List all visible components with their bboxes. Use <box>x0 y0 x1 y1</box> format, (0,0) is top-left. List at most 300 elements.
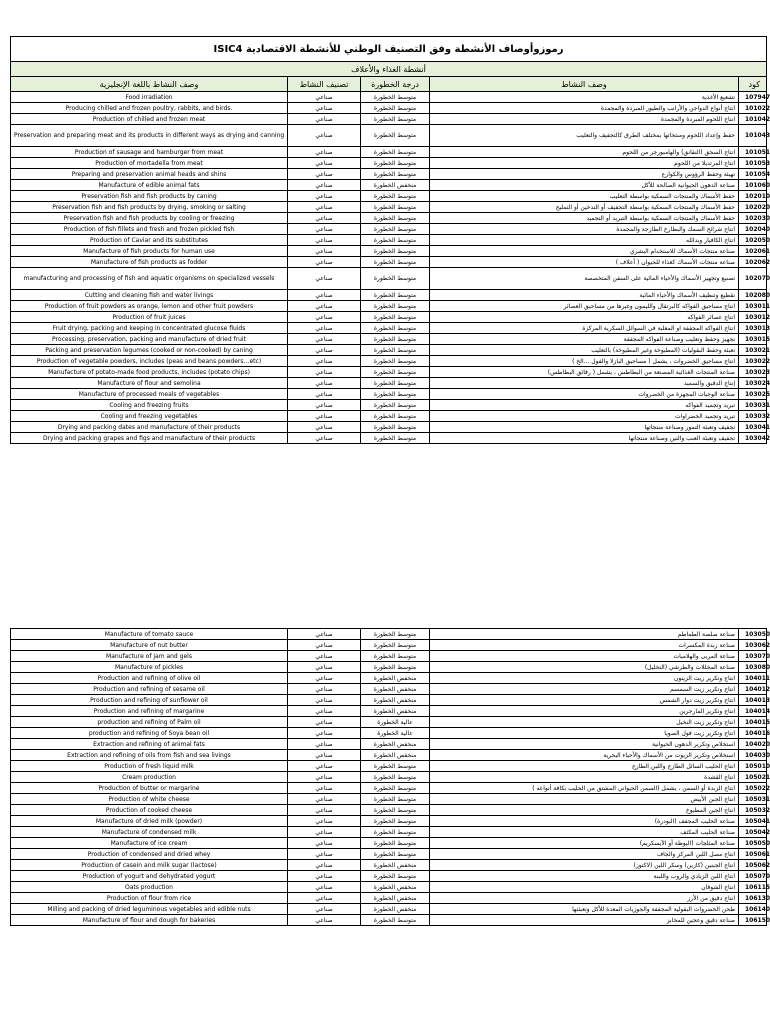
activity-code: 102050 <box>739 235 767 246</box>
activity-code: 106130 <box>739 893 767 904</box>
english-description: Production of fresh liquid milk <box>11 761 288 772</box>
risk-level: منخفض الخطورة <box>361 695 430 706</box>
english-description: Production and refining of sesame oil <box>11 684 288 695</box>
english-description: Cream production <box>11 772 288 783</box>
risk-level: منخفض الخطورة <box>361 860 430 871</box>
risk-level: متوسط الخطورة <box>361 662 430 673</box>
activity-code: 103062 <box>739 640 767 651</box>
activity-type: صناعي <box>288 433 361 444</box>
english-description: Production of cooked cheese <box>11 805 288 816</box>
table-row <box>11 717 767 728</box>
activity-type: صناعي <box>288 114 361 125</box>
arabic-description: صناعة الدهون الحيوانية الصالحة للأكل <box>430 180 739 191</box>
english-description: Production of sausage and hamburger from meat <box>11 147 288 158</box>
table-row <box>11 816 767 827</box>
arabic-description: انتاج الفواكه المجففة او المعلبة في السوائل السكرية المركزة <box>430 323 739 334</box>
english-description: Manufacture of tomato sauce <box>11 629 288 640</box>
activity-type: صناعي <box>288 268 361 290</box>
activity-code: 103025 <box>739 389 767 400</box>
arabic-description: طحن الخضروات البقولية المجففة والجوزيات المعدة للأكل وتعبئتها <box>430 904 739 915</box>
activity-code: 103032 <box>739 411 767 422</box>
arabic-description: صناعة الحليب المجفف (البودرة) <box>430 816 739 827</box>
table-row <box>11 673 767 684</box>
table-row <box>11 213 767 224</box>
english-description: Cooling and freezing vegetables <box>11 411 288 422</box>
risk-level: متوسط الخطورة <box>361 651 430 662</box>
activity-type: صناعي <box>288 147 361 158</box>
activity-code: 103050 <box>739 629 767 640</box>
arabic-description: تبريد وتجميد الفواكه <box>430 400 739 411</box>
risk-level: متوسط الخطورة <box>361 158 430 169</box>
risk-level: متوسط الخطورة <box>361 125 430 147</box>
table-row <box>11 838 767 849</box>
english-description: Manufacture of fish products for human use <box>11 246 288 257</box>
arabic-description: انتاج مساحيق الخضروات ، يشمل ( مساحيق البازلا والفول ...الخ ) <box>430 356 739 367</box>
risk-level: متوسط الخطورة <box>361 92 430 103</box>
activity-type: صناعي <box>288 378 361 389</box>
activity-type: صناعي <box>288 860 361 871</box>
risk-level: منخفض الخطورة <box>361 739 430 750</box>
english-description: Milling and packing of dried leguminous vegetables and edible nuts <box>11 904 288 915</box>
arabic-description: حفظ الأسماك والمنتجات السمكية بواسطة التبريد أو التجميد <box>430 213 739 224</box>
arabic-description: انتاج وتكرير زيت السمسم <box>430 684 739 695</box>
arabic-description: انتاج المرتديلا من اللحوم <box>430 158 739 169</box>
english-description: Production of butter or margarine <box>11 783 288 794</box>
english-description: Production and refining of margarine <box>11 706 288 717</box>
page-title: رموزوأوصاف الأنشطة وفق التصنيف الوطني للأنشطة الاقتصادية ISIC4 <box>11 37 767 62</box>
english-description: Cooling and freezing fruits <box>11 400 288 411</box>
activity-type: صناعي <box>288 838 361 849</box>
risk-level: عالية الخطورة <box>361 728 430 739</box>
risk-level: متوسط الخطورة <box>361 827 430 838</box>
risk-level: متوسط الخطورة <box>361 422 430 433</box>
table-row <box>11 191 767 202</box>
arabic-description: انتاج السجق (النقانق) والهامبورجر من اللحوم <box>430 147 739 158</box>
activity-code: 103031 <box>739 400 767 411</box>
activity-type: صناعي <box>288 629 361 640</box>
arabic-description: انتاج الجبن المطبوخ <box>430 805 739 816</box>
table-row <box>11 224 767 235</box>
english-description: Manufacture of dried milk (powder) <box>11 816 288 827</box>
activity-code: 103041 <box>739 422 767 433</box>
activity-type: صناعي <box>288 345 361 356</box>
table-row <box>11 147 767 158</box>
table-row <box>11 235 767 246</box>
english-description: Drying and packing grapes and figs and manufacture of their products <box>11 433 288 444</box>
arabic-description: انتاج مصل اللبن المركز والجاف <box>430 849 739 860</box>
activity-type: صناعي <box>288 191 361 202</box>
arabic-description: انتاج الزبدة أو السمن ، يشمل (السمن الحيواني المشتق من الحليب بكافة أنواعه ) <box>430 783 739 794</box>
table-row <box>11 180 767 191</box>
risk-level: متوسط الخطورة <box>361 378 430 389</box>
activity-code: 102061 <box>739 246 767 257</box>
activity-type: صناعي <box>288 772 361 783</box>
english-description: Production of Caviar and its substitutes <box>11 235 288 246</box>
english-description: Preservation fish and fish products by caning <box>11 191 288 202</box>
activity-type: صناعي <box>288 794 361 805</box>
english-description: Manufacture of edible animal fats <box>11 180 288 191</box>
english-description: production and refining of Palm oil <box>11 717 288 728</box>
risk-level: متوسط الخطورة <box>361 257 430 268</box>
english-description: Production of chilled and frozen meat <box>11 114 288 125</box>
activity-code: 103080 <box>739 662 767 673</box>
arabic-description: انتاج وتكرير زيت النخيل <box>430 717 739 728</box>
activity-type: صناعي <box>288 312 361 323</box>
arabic-description: صناعة دقيق وعجين للمخابز <box>430 915 739 926</box>
activity-code: 105010 <box>739 761 767 772</box>
activity-type: صناعي <box>288 257 361 268</box>
english-description: Food irradiation <box>11 92 288 103</box>
english-description: Production of vegetable powders, includes (peas and beans powders…etc) <box>11 356 288 367</box>
activity-code: 105021 <box>739 772 767 783</box>
activity-code: 101022 <box>739 103 767 114</box>
risk-level: متوسط الخطورة <box>361 794 430 805</box>
table-row <box>11 772 767 783</box>
english-description: Oats production <box>11 882 288 893</box>
english-description: Production of fish fillets and fresh and frozen pickled fish <box>11 224 288 235</box>
header-activity-type: تصنيف النشاط <box>288 77 361 92</box>
english-description: Manufacture of flour and semolina <box>11 378 288 389</box>
activity-type: صناعي <box>288 805 361 816</box>
activity-code: 106115 <box>739 882 767 893</box>
arabic-description: انتاج اللبن الزبادي والروب واللبنة <box>430 871 739 882</box>
risk-level: متوسط الخطورة <box>361 323 430 334</box>
table-row <box>11 433 767 444</box>
activity-type: صناعي <box>288 882 361 893</box>
english-description: Processing, preservation, packing and manufacture of dried fruit <box>11 334 288 345</box>
arabic-description: انتاج شرائح السمك والبطارخ الطازجة والمجمدة <box>430 224 739 235</box>
activity-code: 103070 <box>739 651 767 662</box>
english-description: Manufacture of flour and dough for bakeries <box>11 915 288 926</box>
table-row <box>11 367 767 378</box>
activity-type: صناعي <box>288 323 361 334</box>
table-row <box>11 860 767 871</box>
english-description: Production of fruit powders as orange, lemon and other fruit powders <box>11 301 288 312</box>
arabic-description: تبريد وتجميد الخضراوات <box>430 411 739 422</box>
activity-type: صناعي <box>288 750 361 761</box>
activity-code: 106140 <box>739 904 767 915</box>
activity-type: صناعي <box>288 92 361 103</box>
activity-code: 103023 <box>739 367 767 378</box>
risk-level: متوسط الخطورة <box>361 301 430 312</box>
risk-level: متوسط الخطورة <box>361 290 430 301</box>
activity-code: 104015 <box>739 717 767 728</box>
arabic-description: انتاج وتكرير زيت فول الصويا <box>430 728 739 739</box>
arabic-description: صناعة صلصة الطماطم <box>430 629 739 640</box>
arabic-description: انتاج وتكرير زيت دوار الشمس <box>430 695 739 706</box>
activity-type: صناعي <box>288 640 361 651</box>
arabic-description: انتاج الحليب السائل الطازج واللبن الطازج <box>430 761 739 772</box>
activity-type: صناعي <box>288 169 361 180</box>
activity-code: 103021 <box>739 345 767 356</box>
activities-table-top <box>10 36 770 444</box>
activity-type: صناعي <box>288 717 361 728</box>
arabic-description: صناعة الحليب المكثف <box>430 827 739 838</box>
activity-code: 103024 <box>739 378 767 389</box>
activity-code: 105022 <box>739 783 767 794</box>
english-description: Extraction and refining of animal fats <box>11 739 288 750</box>
activity-code: 104030 <box>739 750 767 761</box>
activity-code: 105041 <box>739 816 767 827</box>
risk-level: متوسط الخطورة <box>361 103 430 114</box>
risk-level: متوسط الخطورة <box>361 761 430 772</box>
arabic-description: تهيئة وحفظ الرؤوس والكوارع <box>430 169 739 180</box>
english-description: Preservation fish and fish products by drying, smoking or salting <box>11 202 288 213</box>
table-row <box>11 739 767 750</box>
activity-type: صناعي <box>288 695 361 706</box>
english-description: Production and refining of olive oil <box>11 673 288 684</box>
table-row <box>11 915 767 926</box>
english-description: manufacturing and processing of fish and aquatic organisms on specialized vessels <box>11 268 288 290</box>
table-row <box>11 268 767 290</box>
english-description: Production of condensed and dried whey <box>11 849 288 860</box>
risk-level: منخفض الخطورة <box>361 882 430 893</box>
arabic-description: انتاج مساحيق الفواكه كالبرتقال والليمون وغيرها من مساحيق العصائر <box>430 301 739 312</box>
table-row <box>11 400 767 411</box>
arabic-description: تجفيف وتعبئة التمور وصناعة منتجاتها <box>430 422 739 433</box>
activity-type: صناعي <box>288 816 361 827</box>
activity-type: صناعي <box>288 367 361 378</box>
table-row <box>11 323 767 334</box>
table-row <box>11 114 767 125</box>
risk-level: منخفض الخطورة <box>361 904 430 915</box>
table-row <box>11 794 767 805</box>
risk-level: متوسط الخطورة <box>361 367 430 378</box>
risk-level: منخفض الخطورة <box>361 180 430 191</box>
arabic-description: تشعيع الأغذية <box>430 92 739 103</box>
arabic-description: انتاج الجبن الأبيض <box>430 794 739 805</box>
activity-code: 104020 <box>739 739 767 750</box>
table-row <box>11 422 767 433</box>
activity-code: 102030 <box>739 213 767 224</box>
table-row <box>11 103 767 114</box>
risk-level: متوسط الخطورة <box>361 169 430 180</box>
activity-type: صناعي <box>288 673 361 684</box>
english-description: Manufacture of nut butter <box>11 640 288 651</box>
risk-level: متوسط الخطورة <box>361 356 430 367</box>
activities-table-bottom <box>10 628 770 926</box>
table-row <box>11 125 767 147</box>
activity-code: 103022 <box>739 356 767 367</box>
risk-level: متوسط الخطورة <box>361 345 430 356</box>
table-row <box>11 849 767 860</box>
english-description: Producing chilled and frozen poultry, rabbits, and birds. <box>11 103 288 114</box>
english-description: Manufacture of condensed milk <box>11 827 288 838</box>
table-row <box>11 662 767 673</box>
activity-code: 101054 <box>739 169 767 180</box>
activity-type: صناعي <box>288 651 361 662</box>
english-description: Packing and preservation legumes (cooked or non-cooked) by caning <box>11 345 288 356</box>
activity-code: 102080 <box>739 290 767 301</box>
activity-code: 102010 <box>739 191 767 202</box>
activity-type: صناعي <box>288 783 361 794</box>
table-row <box>11 640 767 651</box>
activity-type: صناعي <box>288 761 361 772</box>
activity-code: 103011 <box>739 301 767 312</box>
english-description: Fruit drying, packing and keeping in concentrated glucose fluids <box>11 323 288 334</box>
table-row <box>11 805 767 816</box>
english-description: Production of casein and milk sugar (lactose) <box>11 860 288 871</box>
activity-code: 105061 <box>739 849 767 860</box>
table-header <box>11 77 767 92</box>
activity-type: صناعي <box>288 411 361 422</box>
activity-code: 103013 <box>739 323 767 334</box>
risk-level: متوسط الخطورة <box>361 389 430 400</box>
table-row <box>11 334 767 345</box>
risk-level: متوسط الخطورة <box>361 871 430 882</box>
risk-level: متوسط الخطورة <box>361 816 430 827</box>
activity-type: صناعي <box>288 290 361 301</box>
risk-level: عالية الخطورة <box>361 717 430 728</box>
activity-type: صناعي <box>288 224 361 235</box>
risk-level: متوسط الخطورة <box>361 915 430 926</box>
risk-level: متوسط الخطورة <box>361 246 430 257</box>
activity-code: 103012 <box>739 312 767 323</box>
activity-code: 105070 <box>739 871 767 882</box>
table-row <box>11 411 767 422</box>
activity-type: صناعي <box>288 728 361 739</box>
table-row <box>11 871 767 882</box>
risk-level: متوسط الخطورة <box>361 334 430 345</box>
table-row <box>11 728 767 739</box>
arabic-description: انتاج الجبنين (كازين) وسكر اللبن (لاكتوز) <box>430 860 739 871</box>
table-row <box>11 882 767 893</box>
table-row <box>11 389 767 400</box>
risk-level: متوسط الخطورة <box>361 411 430 422</box>
risk-level: متوسط الخطورة <box>361 400 430 411</box>
english-description: Manufacture of potato-made food products, includes (potato chips) <box>11 367 288 378</box>
risk-level: متوسط الخطورة <box>361 783 430 794</box>
activity-type: صناعي <box>288 871 361 882</box>
header-risk-level: درجة الخطورة <box>361 77 430 92</box>
table-row <box>11 783 767 794</box>
arabic-description: انتاج دقيق من الأرز <box>430 893 739 904</box>
activity-code: 104016 <box>739 728 767 739</box>
activity-code: 107947 <box>739 92 767 103</box>
activity-code: 105032 <box>739 805 767 816</box>
english-description: Production of white cheese <box>11 794 288 805</box>
table-row <box>11 827 767 838</box>
risk-level: متوسط الخطورة <box>361 147 430 158</box>
arabic-description: صناعة المخللات والطرشي (التخليل) <box>430 662 739 673</box>
table-row <box>11 290 767 301</box>
activity-code: 105050 <box>739 838 767 849</box>
table-row <box>11 695 767 706</box>
table-row <box>11 169 767 180</box>
activity-code: 101043 <box>739 125 767 147</box>
risk-level: منخفض الخطورة <box>361 673 430 684</box>
arabic-description: تصنيع وتجهيز الأسماك والأحياء المائية على السفن المتخصصة <box>430 268 739 290</box>
risk-level: متوسط الخطورة <box>361 202 430 213</box>
activity-type: صناعي <box>288 356 361 367</box>
activity-code: 102020 <box>739 202 767 213</box>
activity-type: صناعي <box>288 739 361 750</box>
header-arabic-description: وصف النشاط <box>430 77 739 92</box>
risk-level: متوسط الخطورة <box>361 213 430 224</box>
arabic-description: تعبئة وحفظ البقوليات (المطبوخة وغير المطبوخة) بالتعليب <box>430 345 739 356</box>
arabic-description: صناعة الوجبات المجهزة من الخضروات <box>430 389 739 400</box>
risk-level: متوسط الخطورة <box>361 114 430 125</box>
activity-type: صناعي <box>288 180 361 191</box>
arabic-description: صناعة منتجات الأسماك للاستخدام البشري <box>430 246 739 257</box>
arabic-description: استخلاص وتكرير الدهون الحيوانية <box>430 739 739 750</box>
table-row <box>11 92 767 103</box>
arabic-description: انتاج الشوفان <box>430 882 739 893</box>
arabic-description: انتاج عصائر الفواكه <box>430 312 739 323</box>
activity-type: صناعي <box>288 662 361 673</box>
english-description: Preservation fish and fish products by cooling or freezing <box>11 213 288 224</box>
risk-level: متوسط الخطورة <box>361 312 430 323</box>
risk-level: منخفض الخطورة <box>361 706 430 717</box>
activity-type: صناعي <box>288 202 361 213</box>
table-row <box>11 202 767 213</box>
activity-code: 104011 <box>739 673 767 684</box>
arabic-description: تقطيع وتنظيف الأسماك والأحياء المائية <box>430 290 739 301</box>
arabic-description: انتاج وتكرير زيت الزيتون <box>430 673 739 684</box>
activity-type: صناعي <box>288 103 361 114</box>
english-description: Drying and packing dates and manufacture of their products <box>11 422 288 433</box>
table-row <box>11 301 767 312</box>
activity-type: صناعي <box>288 301 361 312</box>
activity-type: صناعي <box>288 915 361 926</box>
header-english-description: وصف النشاط باللغة الإنجليزية <box>11 77 288 92</box>
english-description: Production of flour from rice <box>11 893 288 904</box>
activity-type: صناعي <box>288 235 361 246</box>
activity-code: 105042 <box>739 827 767 838</box>
activity-type: صناعي <box>288 125 361 147</box>
activity-type: صناعي <box>288 400 361 411</box>
activity-code: 106150 <box>739 915 767 926</box>
english-description: Manufacture of processed meals of vegetables <box>11 389 288 400</box>
risk-level: متوسط الخطورة <box>361 224 430 235</box>
english-description: Manufacture of ice cream <box>11 838 288 849</box>
activity-code: 101053 <box>739 158 767 169</box>
arabic-description: حفظ الأسماك والمنتجات السمكية بواسطة التعليب <box>430 191 739 202</box>
activity-code: 103015 <box>739 334 767 345</box>
arabic-description: انتاج أنواع الدواجن والأرانب والطيور المبردة والمجمدة <box>430 103 739 114</box>
activity-code: 102062 <box>739 257 767 268</box>
arabic-description: انتاج الكافيار وبدائله <box>430 235 739 246</box>
risk-level: متوسط الخطورة <box>361 805 430 816</box>
english-description: production and refining of Soya bean oil <box>11 728 288 739</box>
risk-level: متوسط الخطورة <box>361 849 430 860</box>
activity-type: صناعي <box>288 893 361 904</box>
table-row <box>11 378 767 389</box>
arabic-description: صناعة المثلجات (البوظة أو الآيسكريم) <box>430 838 739 849</box>
activity-type: صناعي <box>288 706 361 717</box>
arabic-description: انتاج اللحوم المبردة والمجمدة <box>430 114 739 125</box>
activity-code: 102040 <box>739 224 767 235</box>
activity-code: 105031 <box>739 794 767 805</box>
risk-level: متوسط الخطورة <box>361 838 430 849</box>
arabic-description: تجهيز وحفظ وتعليب وصناعة الفواكه المجففة <box>430 334 739 345</box>
risk-level: متوسط الخطورة <box>361 268 430 290</box>
risk-level: متوسط الخطورة <box>361 640 430 651</box>
activity-code: 101060 <box>739 180 767 191</box>
english-description: Production and refining of sunflower oil <box>11 695 288 706</box>
english-description: Production of mortadella from meat <box>11 158 288 169</box>
activity-code: 104012 <box>739 684 767 695</box>
activity-type: صناعي <box>288 684 361 695</box>
risk-level: منخفض الخطورة <box>361 750 430 761</box>
arabic-description: صناعة المربى والهلاميات <box>430 651 739 662</box>
risk-level: متوسط الخطورة <box>361 191 430 202</box>
risk-level: متوسط الخطورة <box>361 629 430 640</box>
arabic-description: انتاج وتكرير المارجرين <box>430 706 739 717</box>
arabic-description: صناعة زبدة المكسرات <box>430 640 739 651</box>
english-description: Manufacture of pickles <box>11 662 288 673</box>
activity-code: 102070 <box>739 268 767 290</box>
